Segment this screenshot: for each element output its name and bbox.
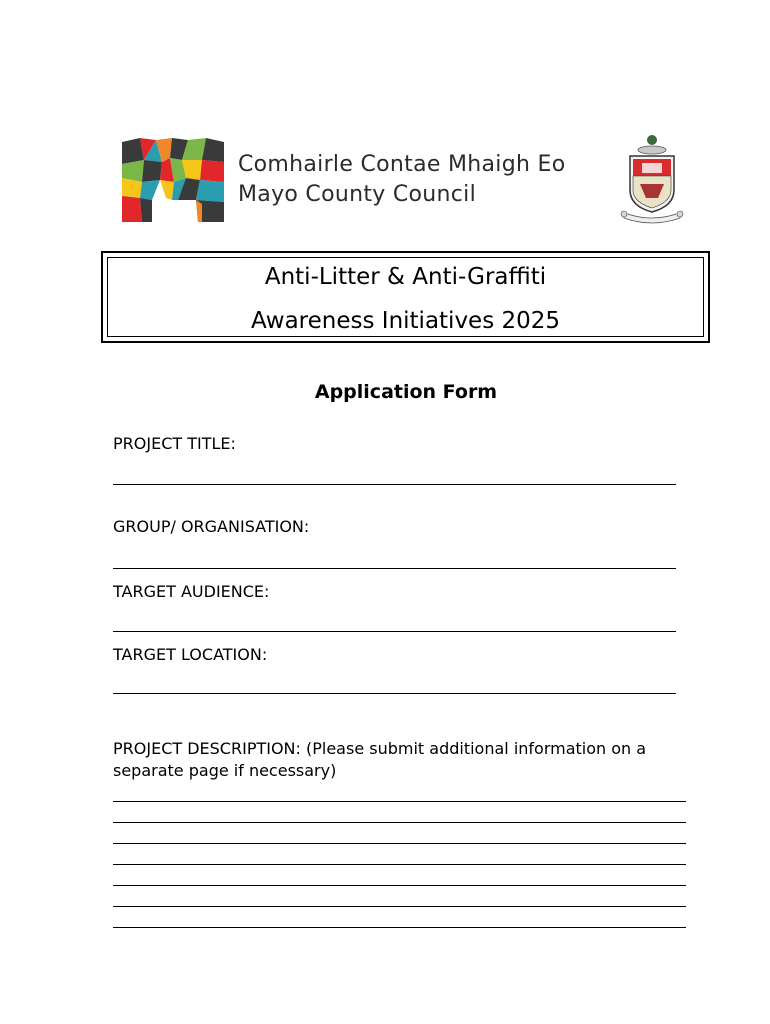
description-line[interactable] — [113, 906, 686, 907]
description-line[interactable] — [113, 864, 686, 865]
target-location-label: TARGET LOCATION: — [113, 645, 268, 664]
description-line[interactable] — [113, 801, 686, 802]
council-name-english: Mayo County Council — [238, 182, 477, 207]
description-line[interactable] — [113, 822, 686, 823]
group-organisation-line[interactable] — [113, 568, 676, 569]
description-line[interactable] — [113, 885, 686, 886]
project-title-label: PROJECT TITLE: — [113, 434, 236, 453]
title-box — [101, 251, 710, 343]
target-audience-line[interactable] — [113, 631, 676, 632]
title-box-inner-border — [107, 257, 704, 337]
description-line[interactable] — [113, 927, 686, 928]
description-line[interactable] — [113, 843, 686, 844]
coat-of-arms-icon — [618, 132, 686, 224]
title-line-2: Awareness Initiatives 2025 — [250, 308, 561, 334]
title-line-1: Anti-Litter & Anti-Graffiti — [264, 264, 547, 290]
target-audience-label: TARGET AUDIENCE: — [113, 582, 270, 601]
council-name-irish: Comhairle Contae Mhaigh Eo — [238, 152, 566, 177]
group-organisation-label: GROUP/ ORGANISATION: — [113, 517, 310, 536]
project-description-label: PROJECT DESCRIPTION: (Please submit additional information on a separate page if necessary) — [113, 739, 647, 780]
mayo-m-logo — [122, 138, 224, 222]
target-location-line[interactable] — [113, 693, 676, 694]
form-heading: Application Form — [314, 381, 498, 403]
project-title-line[interactable] — [113, 484, 676, 485]
